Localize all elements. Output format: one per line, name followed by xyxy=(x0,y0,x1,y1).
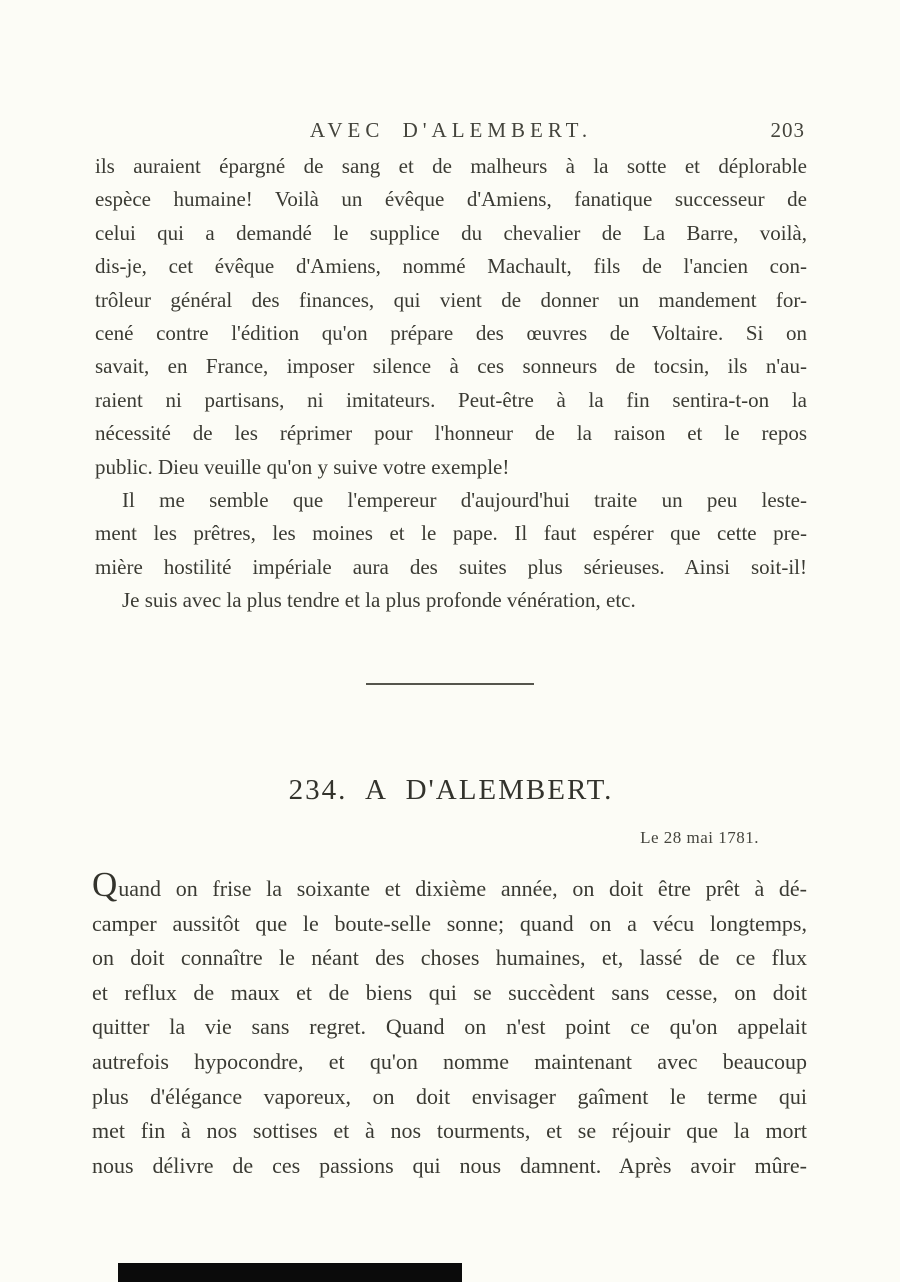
text-line: nous délivre de ces passions qui nous damnent. Après avoir mûre- xyxy=(92,1152,807,1178)
running-head-title: AVEC D'ALEMBERT. xyxy=(309,118,593,142)
text-line: trôleur général des finances, qui vient de donner un mandement for- xyxy=(95,287,807,312)
text-line: nécessité de les réprimer pour l'honneur de la raison et le repos xyxy=(95,421,807,446)
text-line: on doit connaître le néant des choses humaines, et, lassé de ce flux xyxy=(92,945,807,971)
text-line: cené contre l'édition qu'on prépare des œuvres de Voltaire. Si on xyxy=(95,321,807,346)
dropcap-initial: Q xyxy=(92,865,119,904)
text-line: savait, en France, imposer silence à ces sonneurs de tocsin, ils n'au- xyxy=(95,354,807,379)
text-line-rest: uand on frise la soixante et dixième année, on doit être prêt à dé- xyxy=(118,876,807,901)
text-line-dropcap xyxy=(92,865,807,907)
section-divider-rule xyxy=(366,683,534,685)
text-line: et reflux de maux et de biens qui se succèdent sans cesse, on doit xyxy=(92,979,807,1005)
text-line: plus d'élégance vaporeux, on doit envisager gaîment le terme qui xyxy=(92,1083,807,1109)
text-line: dis-je, cet évêque d'Amiens, nommé Machault, fils de l'ancien con- xyxy=(95,254,807,279)
text-line: ment les prêtres, les moines et le pape. Il faut espérer que cette pre- xyxy=(95,521,807,546)
text-line: quitter la vie sans regret. Quand on n'est point ce qu'on appelait xyxy=(92,1014,807,1040)
letter-234-date xyxy=(95,828,807,848)
text-line: autrefois hypocondre, et qu'on nomme maintenant avec beaucoup xyxy=(92,1048,807,1074)
letter-date-text: Le 28 mai 1781. xyxy=(640,828,759,847)
text-line: met fin à nos sottises et à nos tourments, et se réjouir que la mort xyxy=(92,1118,807,1144)
text-line: public. Dieu veuille qu'on y suive votre exemple! xyxy=(95,454,510,479)
letter-233-ending xyxy=(95,150,807,618)
text-line: espèce humaine! Voilà un évêque d'Amiens, fanatique successeur de xyxy=(95,187,807,212)
page-number: 203 xyxy=(770,118,805,142)
text-line: celui qui a demandé le supplice du chevalier de La Barre, voilà, xyxy=(95,220,807,245)
running-head xyxy=(95,118,807,150)
letter-234-body xyxy=(92,865,807,1183)
scan-artifact-bar xyxy=(118,1263,462,1282)
text-line: Je suis avec la plus tendre et la plus profonde vénération, etc. xyxy=(122,588,636,613)
text-line: raient ni partisans, ni imitateurs. Peut-être à la fin sentira-t-on la xyxy=(95,387,807,412)
letter-234-heading: 234. A D'ALEMBERT. xyxy=(288,774,614,806)
text-line: camper aussitôt que le boute-selle sonne; quand on a vécu longtemps, xyxy=(92,910,807,936)
text-line: Il me semble que l'empereur d'aujourd'hui traite un peu leste- xyxy=(122,488,807,513)
text-line: mière hostilité impériale aura des suites plus sérieuses. Ainsi soit-il! xyxy=(95,554,807,579)
text-line: ils auraient épargné de sang et de malheurs à la sotte et déplorable xyxy=(95,154,807,178)
